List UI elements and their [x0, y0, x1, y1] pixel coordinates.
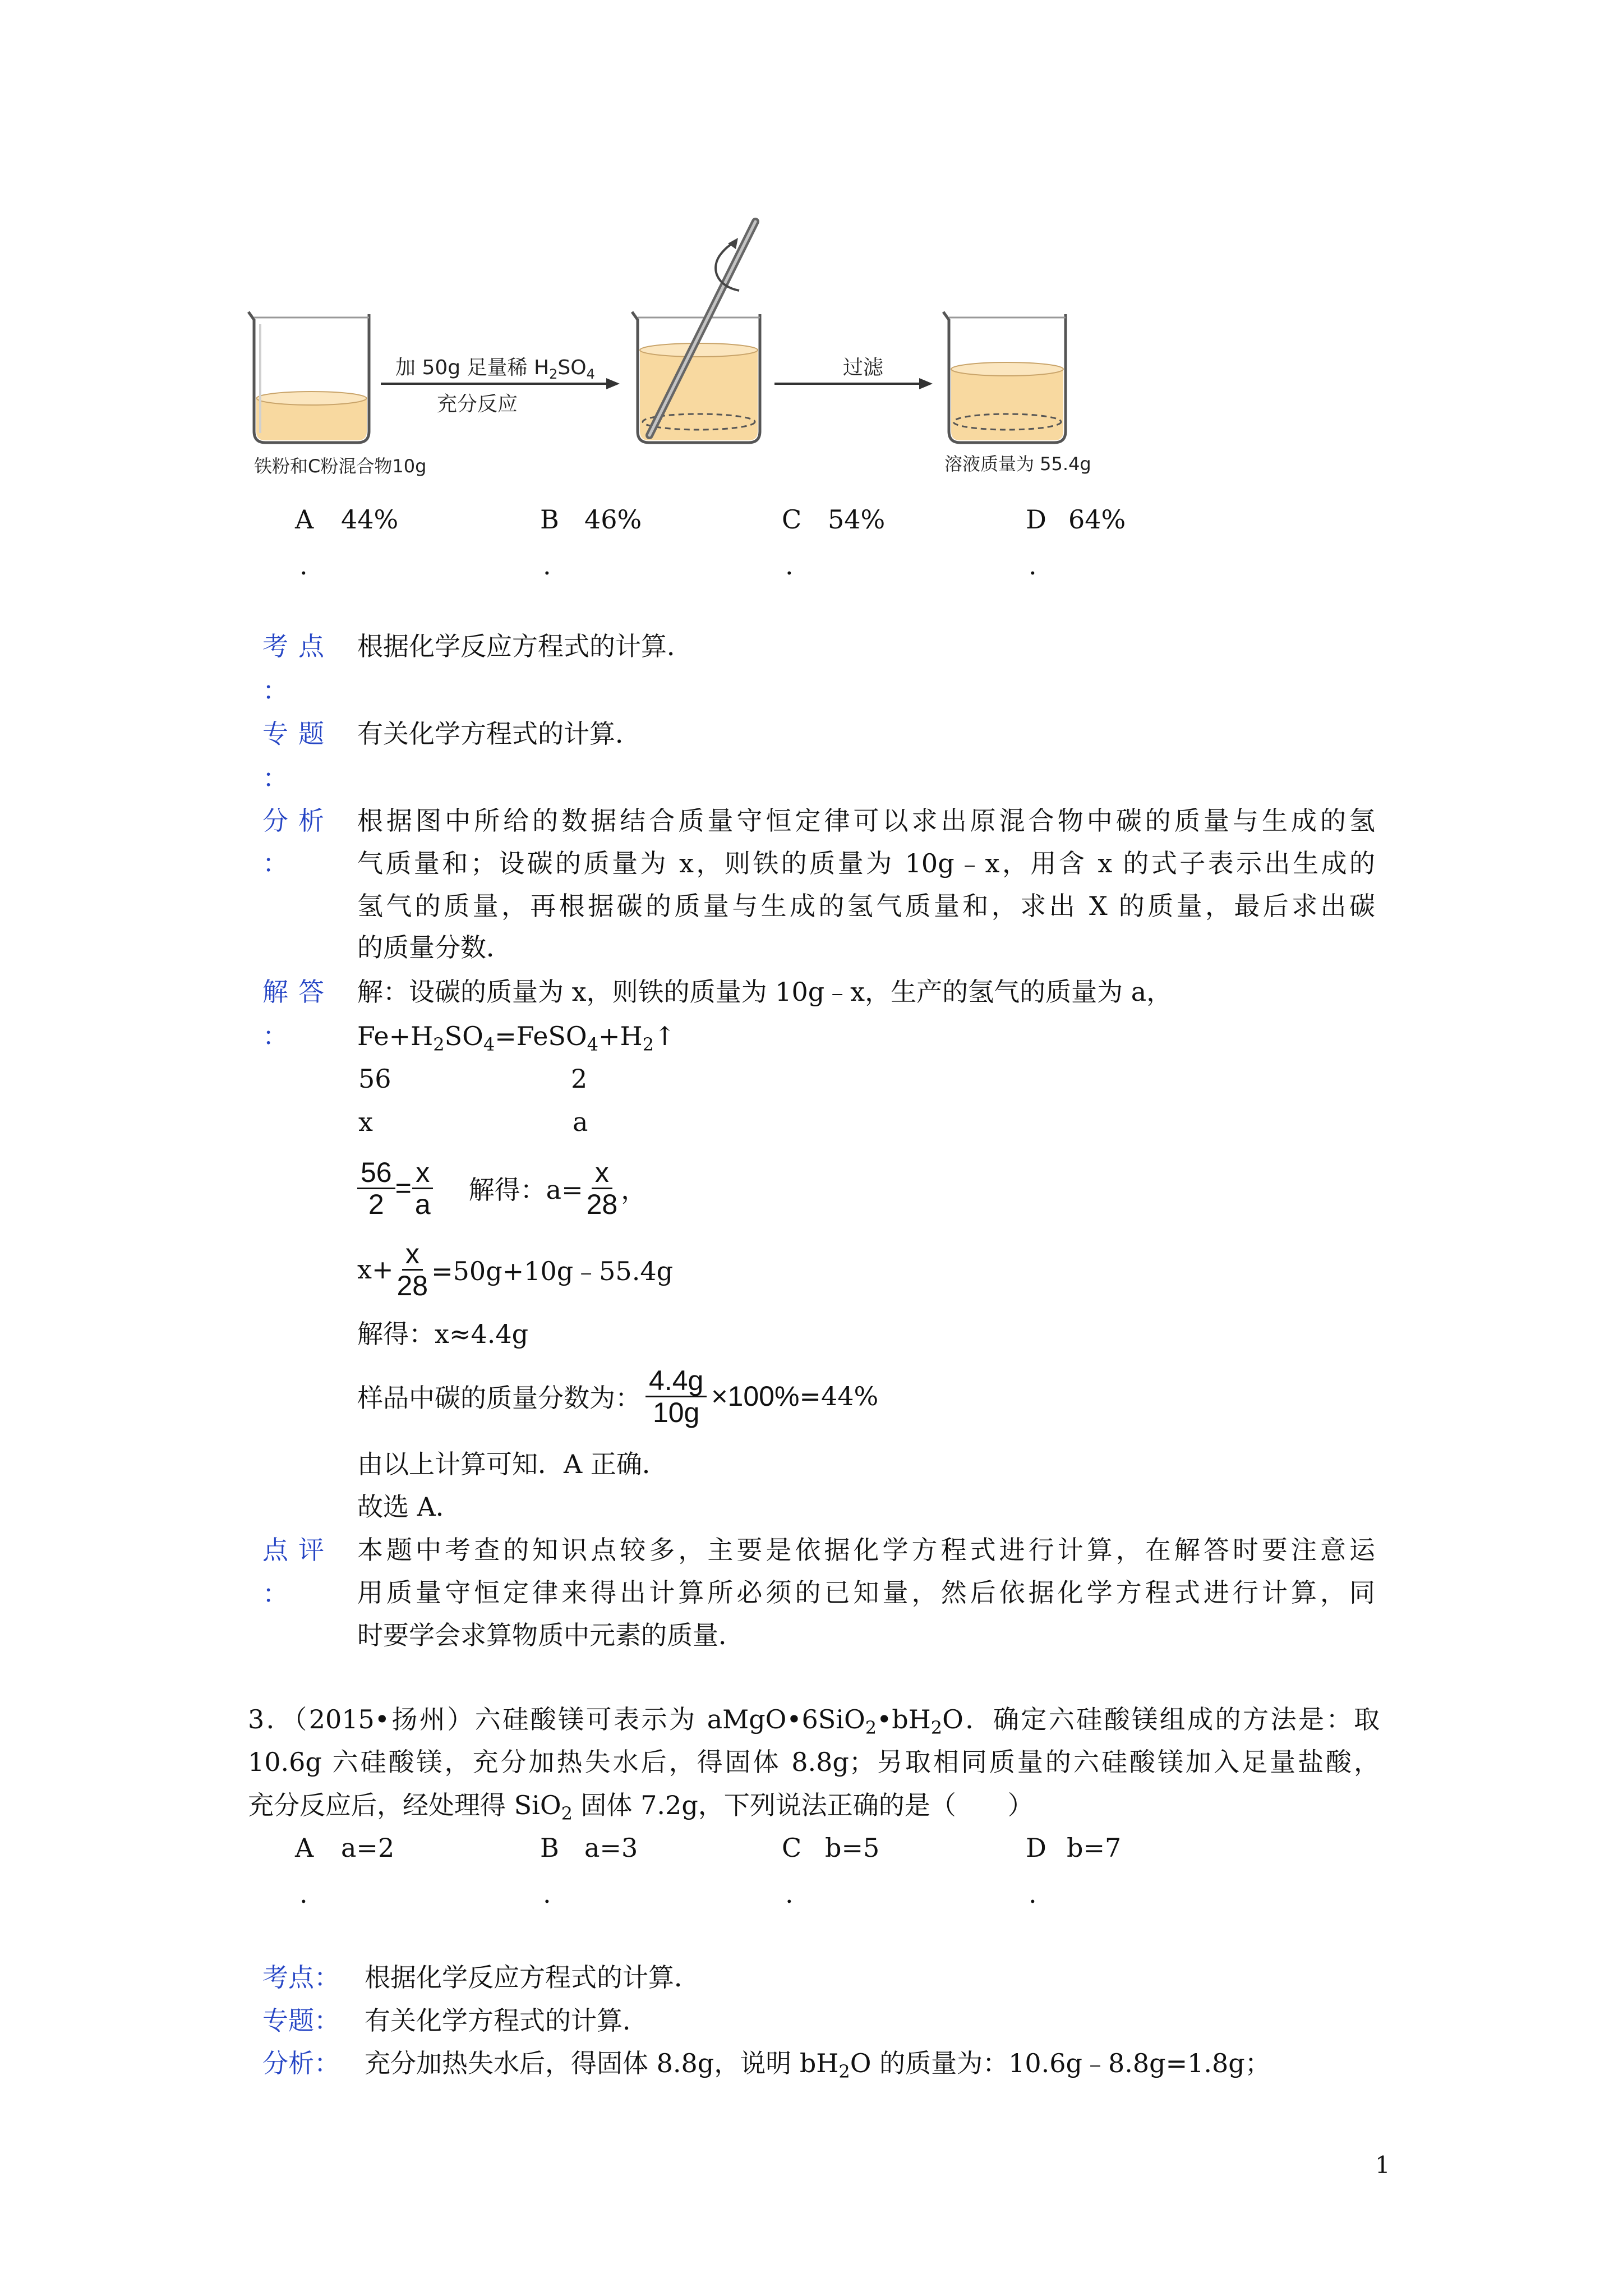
proportion-row [357, 1154, 647, 1222]
solution-label: 溶液质量为 55.4g [944, 453, 1091, 475]
q3-option-a-value: a=2 [341, 1833, 395, 1863]
eq-part: +H [598, 1021, 643, 1051]
fraction-x-28-sum [394, 1239, 432, 1301]
reagent-label: 加 50g 足量稀 $H_2SO_4$ [395, 356, 595, 382]
percent-row [357, 1363, 878, 1430]
ratio-x: x [358, 1107, 373, 1137]
fraction-56-2 [357, 1157, 395, 1220]
q3-fenxi-text [365, 2046, 1271, 2080]
q3-stem-line-1 [248, 1703, 1380, 1736]
liquid-3 [951, 369, 1063, 440]
eq-sub: 4 [587, 1034, 599, 1055]
q2-dianping-line-3: 时要学会求算物质中元素的质量． [357, 1620, 744, 1650]
numerator: x [402, 1239, 423, 1271]
q3-fenxi-part: 充分加热失水后，得固体 8.8g，说明 bH [365, 2048, 839, 2078]
q3-sub: 2 [930, 1717, 943, 1738]
q2-dianping-label: 点评 [262, 1535, 334, 1565]
q2-fenxi-line-2: 气质量和；设碳的质量为 x，则铁的质量为 10g﹣x，用含 x 的式子表示出生成的 [357, 848, 1375, 878]
denominator: 28 [586, 1188, 618, 1220]
q2-option-b-value: 46% [584, 504, 642, 535]
q2-fenxi-line-3: 氢气的质量，再根据碳的质量与生成的氢气质量和，求出 X 的质量，最后求出碳 [357, 891, 1375, 921]
liquid-2-surface [640, 343, 758, 357]
q3-option-c-value: b=5 [825, 1833, 880, 1863]
q3-option-d-value: b=7 [1067, 1833, 1122, 1863]
q2-jieda-setup: 解：设碳的质量为 x，则铁的质量为 10g﹣x，生产的氢气的质量为 a， [357, 977, 1173, 1007]
filter-label: 过滤 [842, 356, 884, 379]
denominator: 28 [396, 1269, 428, 1301]
arrow-add-acid [381, 378, 620, 389]
q3-zhuanti-label: 专题： [262, 2005, 340, 2036]
numerator: 4.4g [645, 1365, 707, 1397]
percent-result: =44% [799, 1381, 879, 1411]
q2-option-a-dot: . [299, 550, 308, 581]
q3-fenxi-part: O 的质量为：10.6g﹣8.8g=1.8g； [850, 2048, 1271, 2078]
q3-kaodian-label: 考点： [262, 1962, 340, 1993]
sum-prefix: x+ [357, 1254, 394, 1285]
q3-option-d-dot: . [1029, 1879, 1037, 1909]
q2-option-b-dot: . [543, 550, 551, 581]
q2-jieda-colon: ： [262, 1021, 288, 1051]
denominator: 10g [652, 1396, 700, 1428]
ratio-a: a [573, 1107, 588, 1137]
q2-jieda-label: 解答 [262, 977, 334, 1007]
q2-option-a-value: 44% [341, 504, 399, 535]
q3-text: •bH [877, 1704, 931, 1734]
q2-jieda-equation [357, 1019, 676, 1053]
q2-kaodian-label: 考点 [262, 631, 334, 661]
beaker-mixture [248, 312, 369, 443]
liquid-3-surface [951, 362, 1063, 376]
q2-option-b-letter: B [540, 504, 559, 535]
ratio-fe-mass: 56 [358, 1064, 391, 1094]
q3-option-a-letter: A [295, 1833, 314, 1863]
eq-sub: 4 [483, 1034, 495, 1055]
q2-dianping-colon: ： [262, 1579, 288, 1609]
times-100-percent: ×100% [711, 1381, 800, 1412]
q3-kaodian-text: 根据化学反应方程式的计算． [365, 1962, 700, 1993]
q2-option-c-dot: . [785, 550, 794, 581]
fraction-x-28 [583, 1157, 621, 1220]
beaker-solution [943, 312, 1066, 443]
conclusion-line: 由以上计算可知．A 正确． [357, 1449, 668, 1479]
q2-zhuanti-text: 有关化学方程式的计算． [357, 719, 641, 749]
solve-x-line: 解得：x≈4.4g [357, 1319, 529, 1349]
q2-zhuanti-colon: ： [262, 763, 288, 793]
q2-fenxi-colon: ： [262, 848, 288, 878]
page-number: 1 [1375, 2151, 1390, 2179]
mixture-label: 铁粉和C粉混合物10g [254, 455, 427, 477]
q2-zhuanti-label: 专题 [262, 719, 334, 749]
q3-fenxi-sub: 2 [838, 2061, 850, 2082]
arrow-filter [774, 378, 933, 389]
mass-sum-row [357, 1236, 673, 1303]
numerator: 56 [357, 1157, 395, 1189]
q2-kaodian-colon: ： [262, 675, 288, 706]
q2-dianping-line-2: 用质量守恒定律来得出计算所必须的已知量，然后依据化学方程式进行计算，同 [357, 1577, 1375, 1608]
answer-line: 故选 A． [357, 1492, 462, 1522]
denominator: a [414, 1188, 431, 1220]
sum-rhs: =50g+10g﹣55.4g [431, 1256, 674, 1286]
q2-option-d-dot: . [1029, 550, 1037, 581]
up-arrow-icon: ↑ [654, 1021, 676, 1051]
q2-kaodian-text: 根据化学反应方程式的计算． [357, 631, 693, 661]
q3-option-c-dot: . [785, 1879, 794, 1909]
q3-zhuanti-text: 有关化学方程式的计算． [365, 2005, 648, 2036]
fraction-x-a [412, 1157, 434, 1220]
q3-option-b-dot: . [543, 1879, 551, 1909]
q3-stem-line-3 [248, 1788, 1034, 1822]
eq-sub: 2 [433, 1034, 445, 1055]
q2-fenxi-line-4: 的质量分数． [357, 932, 512, 963]
eq-part: Fe+H [357, 1021, 434, 1051]
q3-text: 充分反应后，经处理得 SiO [248, 1790, 561, 1820]
q2-option-c-value: 54% [828, 504, 886, 535]
q3-sub: 2 [865, 1717, 877, 1738]
q2-option-a-letter: A [295, 504, 314, 535]
percent-prefix: 样品中碳的质量分数为： [357, 1383, 641, 1413]
q3-option-b-letter: B [540, 1833, 559, 1863]
q2-dianping-line-1: 本题中考查的知识点较多，主要是依据化学方程式进行计算，在解答时要注意运 [357, 1535, 1375, 1565]
liquid-1-surface [257, 392, 367, 405]
q3-fenxi-label: 分析： [262, 2048, 340, 2078]
q3-option-d-letter: D [1026, 1833, 1046, 1863]
experiment-figure [247, 213, 1110, 482]
ratio-h2-mass: 2 [571, 1064, 588, 1094]
denominator: 2 [368, 1188, 384, 1220]
numerator: x [412, 1157, 433, 1189]
q3-sub: 2 [561, 1803, 573, 1824]
eq-sub: 2 [642, 1034, 654, 1055]
react-label: 充分反应 [437, 393, 518, 416]
q2-fenxi-line-1: 根据图中所给的数据结合质量守恒定律可以求出原混合物中碳的质量与生成的氢 [357, 806, 1375, 836]
equals-sign: = [395, 1172, 412, 1204]
q3-text: O．确定六硅酸镁组成的方法是：取 [942, 1704, 1380, 1734]
numerator: x [592, 1157, 612, 1189]
eq-part: =FeSO [495, 1021, 587, 1051]
q3-option-b-value: a=3 [584, 1833, 638, 1863]
q3-text: 固体 7.2g，下列说法正确的是（ ） [572, 1790, 1034, 1820]
q2-option-d-letter: D [1026, 504, 1046, 535]
eq-part: SO [444, 1021, 483, 1051]
comma: ， [621, 1175, 647, 1205]
q3-option-c-letter: C [782, 1833, 802, 1863]
solve-a-text: 解得：a= [468, 1175, 583, 1205]
q3-stem-line-2: 10.6g 六硅酸镁，充分加热失水后，得固体 8.8g；另取相同质量的六硅酸镁加入足量盐酸， [248, 1747, 1380, 1777]
q2-option-d-value: 64% [1068, 504, 1126, 535]
q3-text: 3．（2015•扬州）六硅酸镁可表示为 aMgO•6SiO [248, 1704, 865, 1734]
fraction-4.4g-10g [645, 1365, 707, 1428]
q2-fenxi-label: 分析 [262, 806, 334, 836]
q3-option-a-dot: . [299, 1879, 308, 1909]
q2-option-c-letter: C [782, 504, 802, 535]
